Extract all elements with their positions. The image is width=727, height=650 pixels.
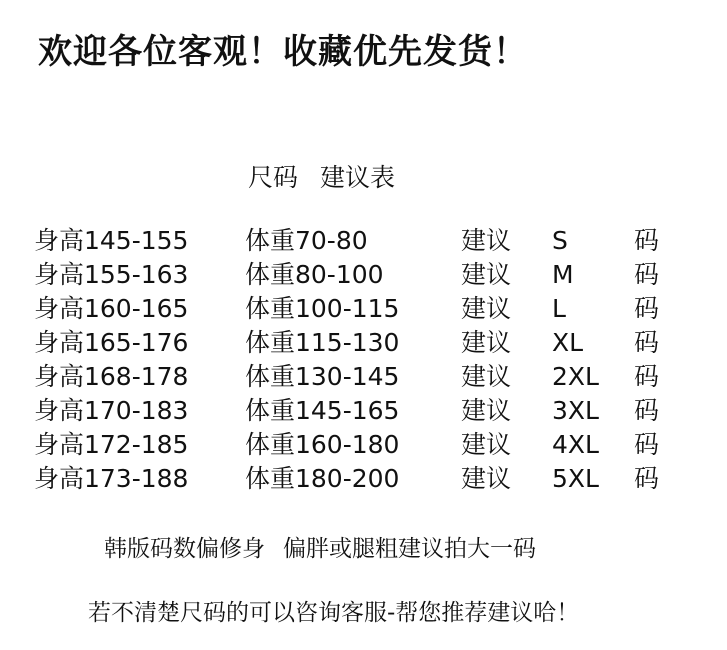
height-range: 身高170-183 (34, 396, 189, 425)
height-range: 身高160-165 (34, 294, 189, 323)
size-row (0, 292, 727, 326)
size-row (0, 394, 727, 428)
height-range: 身高172-185 (34, 430, 189, 459)
size-table-title-part1: 尺码 (248, 163, 299, 192)
fit-note (104, 530, 536, 563)
fit-note-part2: 偏胖或腿粗建议拍大一码 (283, 536, 536, 562)
size-unit: 码 (634, 260, 660, 289)
size-row (0, 326, 727, 360)
size-value: 3XL (552, 396, 599, 425)
size-row (0, 462, 727, 496)
size-unit: 码 (634, 362, 660, 391)
size-value: 5XL (552, 464, 599, 493)
height-range: 身高173-188 (34, 464, 189, 493)
suggest-label: 建议 (461, 396, 512, 425)
size-row (0, 224, 727, 258)
size-value: S (552, 226, 568, 255)
size-row (0, 360, 727, 394)
weight-range: 体重100-115 (245, 294, 400, 323)
size-value: XL (552, 328, 584, 357)
weight-range: 体重115-130 (245, 328, 400, 357)
weight-range: 体重180-200 (245, 464, 400, 493)
suggest-label: 建议 (461, 430, 512, 459)
headline: 欢迎各位客观！收藏优先发货！ (38, 32, 528, 72)
size-unit: 码 (634, 396, 660, 425)
height-range: 身高165-176 (34, 328, 189, 357)
size-unit: 码 (634, 294, 660, 323)
weight-range: 体重70-80 (245, 226, 368, 255)
suggest-label: 建议 (461, 362, 512, 391)
suggest-label: 建议 (461, 464, 512, 493)
size-value: M (552, 260, 574, 289)
suggest-label: 建议 (461, 328, 512, 357)
weight-range: 体重160-180 (245, 430, 400, 459)
weight-range: 体重130-145 (245, 362, 400, 391)
height-range: 身高145-155 (34, 226, 189, 255)
fit-note-part1: 韩版码数偏修身 (104, 536, 265, 562)
size-unit: 码 (634, 328, 660, 357)
size-value: 2XL (552, 362, 599, 391)
size-value: 4XL (552, 430, 599, 459)
footer-note: 若不清楚尺码的可以咨询客服-帮您推荐建议哈！ (88, 600, 580, 626)
suggest-label: 建议 (461, 226, 512, 255)
height-range: 身高155-163 (34, 260, 189, 289)
size-value: L (552, 294, 566, 323)
size-unit: 码 (634, 430, 660, 459)
suggest-label: 建议 (461, 260, 512, 289)
height-range: 身高168-178 (34, 362, 189, 391)
size-unit: 码 (634, 464, 660, 493)
size-row (0, 428, 727, 462)
size-table-title-part2: 建议表 (320, 163, 396, 192)
weight-range: 体重80-100 (245, 260, 384, 289)
size-unit: 码 (634, 226, 660, 255)
weight-range: 体重145-165 (245, 396, 400, 425)
size-row (0, 258, 727, 292)
size-table (0, 224, 727, 496)
size-table-title (248, 158, 395, 194)
suggest-label: 建议 (461, 294, 512, 323)
